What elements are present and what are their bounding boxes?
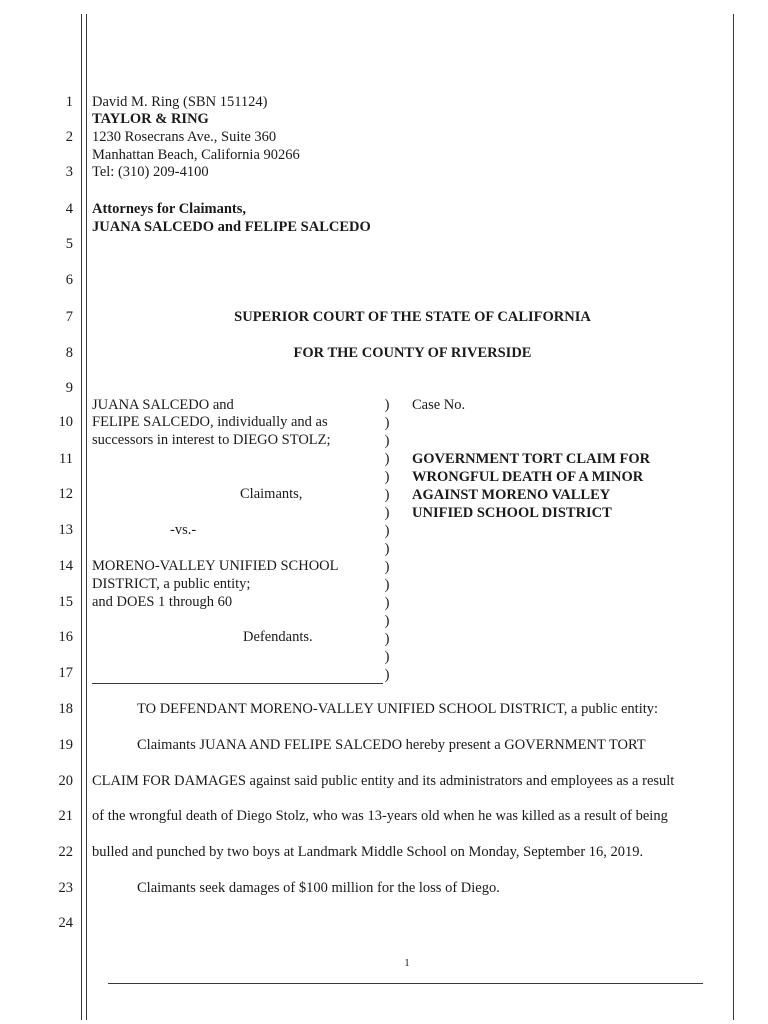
line-number: 18 — [58, 701, 73, 717]
attorney-address-line1: 1230 Rosecrans Ave., Suite 360 — [92, 129, 277, 145]
caption-paren: ) — [384, 595, 390, 611]
caption-paren: ) — [384, 667, 390, 683]
caption-paren: ) — [384, 577, 390, 593]
body-paragraph-line: bulled and punched by two boys at Landmark Middle School on Monday, September 16, 2019. — [92, 844, 644, 860]
line-number: 23 — [58, 880, 73, 896]
line-number: 19 — [58, 737, 73, 753]
attorney-address-line2: Manhattan Beach, California 90266 — [92, 147, 300, 163]
left-margin-rule-inner — [86, 14, 87, 1020]
left-margin-rule-outer — [81, 14, 82, 1020]
body-paragraph-line: Claimants JUANA AND FELIPE SALCEDO hereby present a GOVERNMENT TORT — [137, 737, 646, 753]
line-number: 14 — [58, 558, 73, 574]
firm-name: TAYLOR & RING — [92, 111, 209, 127]
salutation-line: TO DEFENDANT MORENO-VALLEY UNIFIED SCHOOL DISTRICT, a public entity: — [137, 701, 659, 717]
line-number: 12 — [58, 486, 73, 502]
defendant-line2: DISTRICT, a public entity; — [92, 576, 251, 592]
line-number: 13 — [58, 522, 73, 538]
claimants-line1: JUANA SALCEDO and — [92, 397, 234, 413]
line-number: 10 — [58, 414, 73, 430]
footer-rule — [108, 983, 703, 984]
caption-paren-column — [383, 0, 391, 683]
claimants-line3: successors in interest to DIEGO STOLZ; — [92, 432, 331, 448]
defendant-line1: MORENO-VALLEY UNIFIED SCHOOL — [92, 558, 339, 574]
attorney-phone: Tel: (310) 209-4100 — [92, 164, 209, 180]
line-number: 16 — [58, 629, 73, 645]
case-number-label: Case No. — [412, 397, 466, 413]
caption-paren: ) — [384, 523, 390, 539]
caption-paren: ) — [384, 397, 390, 413]
caption-paren: ) — [384, 649, 390, 665]
line-number: 6 — [65, 272, 73, 288]
damages-paragraph: Claimants seek damages of $100 million for the loss of Diego. — [137, 880, 500, 896]
versus-label: -vs.- — [170, 522, 197, 538]
caption-paren: ) — [384, 541, 390, 557]
caption-paren: ) — [384, 613, 390, 629]
page-number: 1 — [404, 957, 410, 969]
caption-paren: ) — [384, 631, 390, 647]
attorney-name: David M. Ring (SBN 151124) — [92, 94, 268, 110]
line-number: 1 — [65, 94, 73, 110]
claimants-line2: FELIPE SALCEDO, individually and as — [92, 414, 328, 430]
line-number: 17 — [58, 665, 73, 681]
line-number: 24 — [58, 915, 73, 931]
attorney-role-line2: JUANA SALCEDO and FELIPE SALCEDO — [92, 219, 371, 235]
caption-paren: ) — [384, 487, 390, 503]
line-number: 5 — [65, 236, 73, 252]
line-number: 3 — [65, 164, 73, 180]
defendant-line3: and DOES 1 through 60 — [92, 594, 233, 610]
court-title: SUPERIOR COURT OF THE STATE OF CALIFORNIA — [234, 309, 591, 325]
document-title-line4: UNIFIED SCHOOL DISTRICT — [412, 505, 612, 521]
court-county: FOR THE COUNTY OF RIVERSIDE — [293, 345, 532, 361]
body-paragraph-line: of the wrongful death of Diego Stolz, who was 13-years old when he was killed as a result of being — [92, 808, 668, 824]
line-number: 2 — [65, 129, 73, 145]
document-title-line1: GOVERNMENT TORT CLAIM FOR — [412, 451, 651, 467]
caption-paren: ) — [384, 469, 390, 485]
line-number: 20 — [58, 773, 73, 789]
line-number: 7 — [65, 309, 73, 325]
body-paragraph-line: CLAIM FOR DAMAGES against said public entity and its administrators and employees as a result — [92, 773, 675, 789]
claimants-label: Claimants, — [240, 486, 303, 502]
caption-paren: ) — [384, 505, 390, 521]
line-number: 4 — [65, 201, 73, 217]
caption-paren: ) — [384, 415, 390, 431]
line-number: 15 — [58, 594, 73, 610]
right-margin-rule — [733, 14, 734, 1020]
attorney-role-line1: Attorneys for Claimants, — [92, 201, 246, 217]
line-number: 21 — [58, 808, 73, 824]
defendants-label: Defendants. — [243, 629, 313, 645]
caption-paren: ) — [384, 433, 390, 449]
document-title-line3: AGAINST MORENO VALLEY — [412, 487, 611, 503]
line-number: 11 — [59, 451, 73, 467]
document-title-line2: WRONGFUL DEATH OF A MINOR — [412, 469, 644, 485]
caption-underline — [92, 683, 383, 684]
caption-paren: ) — [384, 451, 390, 467]
caption-paren: ) — [384, 559, 390, 575]
line-number: 9 — [65, 380, 73, 396]
line-number: 22 — [58, 844, 73, 860]
line-number: 8 — [65, 345, 73, 361]
